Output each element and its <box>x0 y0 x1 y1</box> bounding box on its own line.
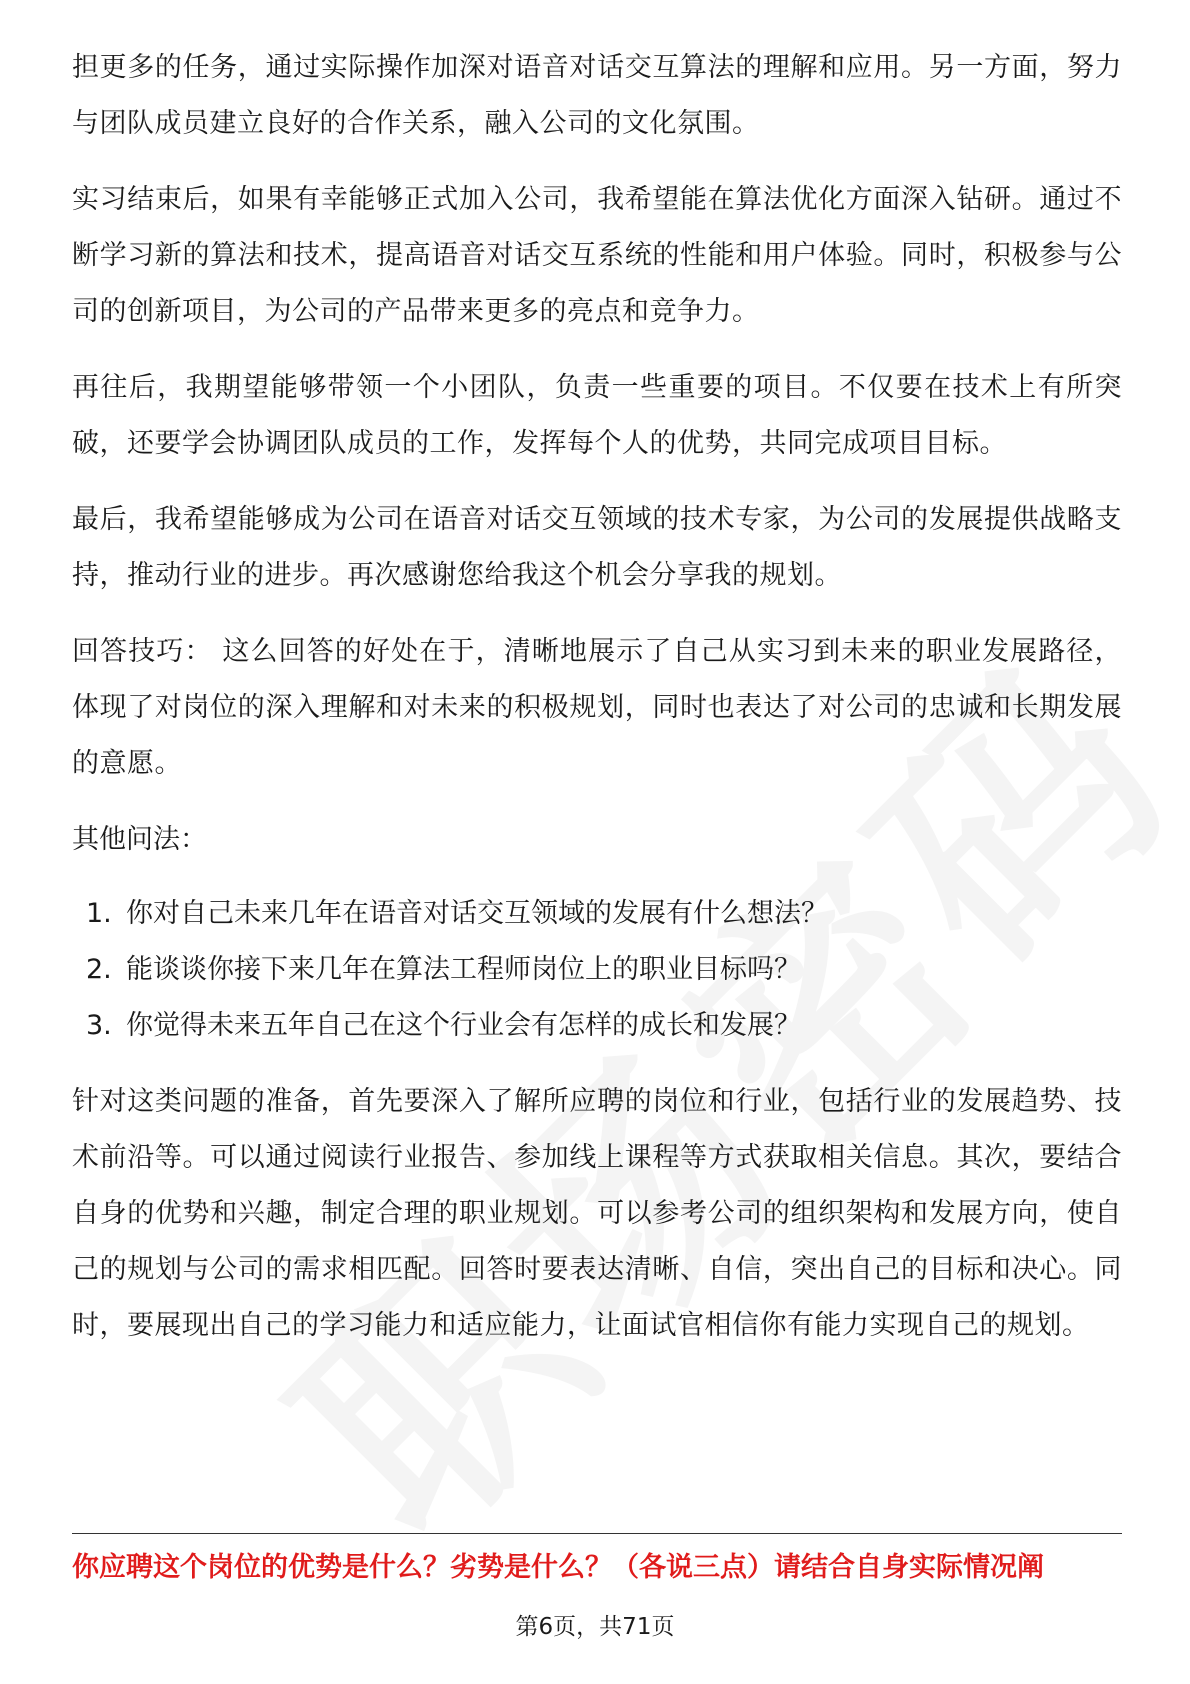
paragraph-4: 最后，我希望能够成为公司在语音对话交互领域的技术专家，为公司的发展提供战略支持，推动行业的进步。再次感谢您给我这个机会分享我的规划。 <box>72 504 1122 591</box>
list-item-number: 1. <box>86 898 112 929</box>
list-item <box>72 942 1122 998</box>
list-item-number: 3. <box>86 1010 112 1041</box>
next-question-title: 你应聘这个岗位的优势是什么？劣势是什么？（各说三点）请结合自身实际情况阐 <box>72 1552 1044 1583</box>
page-number-footer: 第6页，共71页 <box>515 1614 675 1640</box>
other-questions-list <box>72 886 1122 1054</box>
answer-tips-paragraph: 回答技巧： 这么回答的好处在于，清晰地展示了自己从实习到未来的职业发展路径，体现了对岗位的深入理解和对未来的积极规划，同时也表达了对公司的忠诚和长期发展的意愿。 <box>72 636 1122 779</box>
paragraph-2: 实习结束后，如果有幸能够正式加入公司，我希望能在算法优化方面深入钻研。通过不断学习新的算法和技术，提高语音对话交互系统的性能和用户体验。同时，积极参与公司的创新项目，为公司的产品带来更多的亮点和竞争力。 <box>72 184 1122 327</box>
list-item <box>72 886 1122 942</box>
list-item-number: 2. <box>86 954 112 985</box>
list-item-text: 能谈谈你接下来几年在算法工程师岗位上的职业目标吗？ <box>126 954 801 985</box>
paragraph-3: 再往后，我期望能够带领一个小团队，负责一些重要的项目。不仅要在技术上有所突破，还要学会协调团队成员的工作，发挥每个人的优势，共同完成项目目标。 <box>72 372 1122 459</box>
list-item <box>72 998 1122 1054</box>
list-item-text: 你觉得未来五年自己在这个行业会有怎样的成长和发展？ <box>126 1010 801 1041</box>
closing-paragraph: 针对这类问题的准备，首先要深入了解所应聘的岗位和行业，包括行业的发展趋势、技术前沿等。可以通过阅读行业报告、参加线上课程等方式获取相关信息。其次，要结合自身的优势和兴趣，制定合理的职业规划。可以参考公司的组织架构和发展方向，使自己的规划与公司的需求相匹配。回答时要表达清晰、自信，突出自己的目标和决心。同时，要展现出自己的学习能力和适应能力，让面试官相信你有能力实现自己的规划。 <box>72 1086 1122 1341</box>
paragraph-1: 担更多的任务，通过实际操作加深对语音对话交互算法的理解和应用。另一方面，努力与团队成员建立良好的合作关系，融入公司的文化氛围。 <box>72 52 1122 139</box>
other-questions-label: 其他问法： <box>72 824 207 855</box>
section-divider <box>72 1533 1122 1534</box>
list-item-text: 你对自己未来几年在语音对话交互领域的发展有什么想法？ <box>126 898 828 929</box>
page-content <box>72 40 1122 1374</box>
